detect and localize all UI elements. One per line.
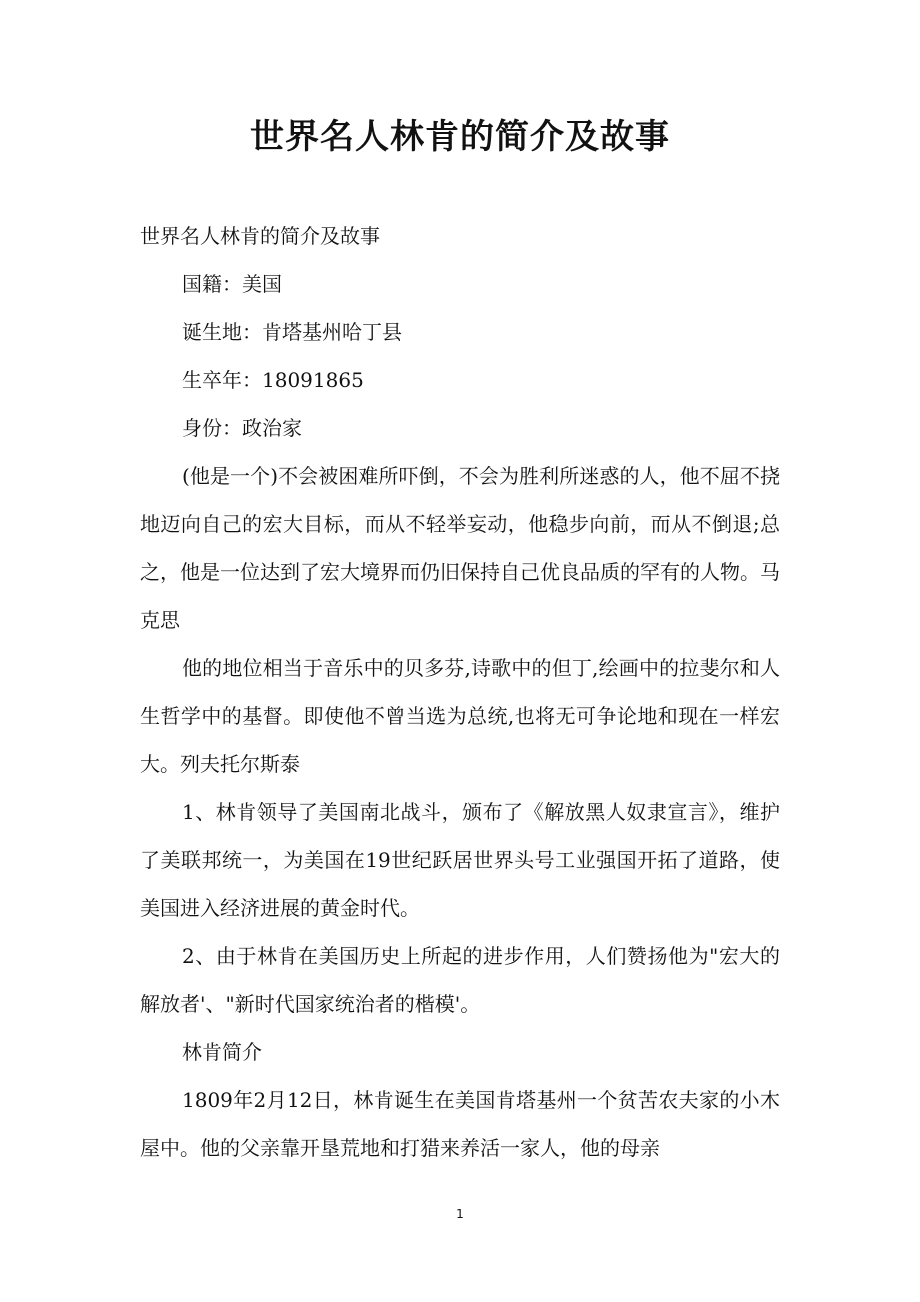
document-title: 世界名人林肯的简介及故事 — [250, 117, 670, 157]
identity-line: 身份：政治家 — [182, 416, 302, 440]
point-two-paragraph: 2、由于林肯在美国历史上所起的进步作用，人们赞扬他为"宏大的解放者'、"新时代国家统治者的楷模'。 — [140, 944, 780, 1016]
tolstoy-quote-paragraph: 他的地位相当于音乐中的贝多芬,诗歌中的但丁,绘画中的拉斐尔和人生哲学中的基督。即使他不曾当选为总统,也将无可争论地和现在一样宏大。列夫托尔斯泰 — [140, 656, 780, 776]
document-body — [140, 212, 780, 1172]
marx-quote-paragraph: (他是一个)不会被困难所吓倒，不会为胜利所迷惑的人，他不屈不挠地迈向自己的宏大目标，而从不轻举妄动，他稳步向前，而从不倒退;总之，他是一位达到了宏大境界而仍旧保持自己优良品质的罕有的人物。马克思 — [140, 464, 780, 632]
point-one-paragraph: 1、林肯领导了美国南北战斗，颁布了《解放黑人奴隶宣言》，维护了美联邦统一，为美国在19世纪跃居世界头号工业强国开拓了道路，使美国进入经济进展的黄金时代。 — [140, 800, 780, 920]
page-number: 1 — [456, 1207, 464, 1221]
lifespan-line: 生卒年：18091865 — [182, 368, 364, 392]
section-heading: 林肯简介 — [182, 1040, 262, 1064]
biography-paragraph: 1809年2月12日，林肯诞生在美国肯塔基州一个贫苦农夫家的小木屋中。他的父亲靠开垦荒地和打猎来养活一家人，他的母亲 — [140, 1088, 780, 1160]
nationality-line: 国籍：美国 — [182, 272, 282, 296]
birthplace-line: 诞生地：肯塔基州哈丁县 — [182, 320, 402, 344]
subtitle-paragraph: 世界名人林肯的简介及故事 — [140, 224, 380, 248]
